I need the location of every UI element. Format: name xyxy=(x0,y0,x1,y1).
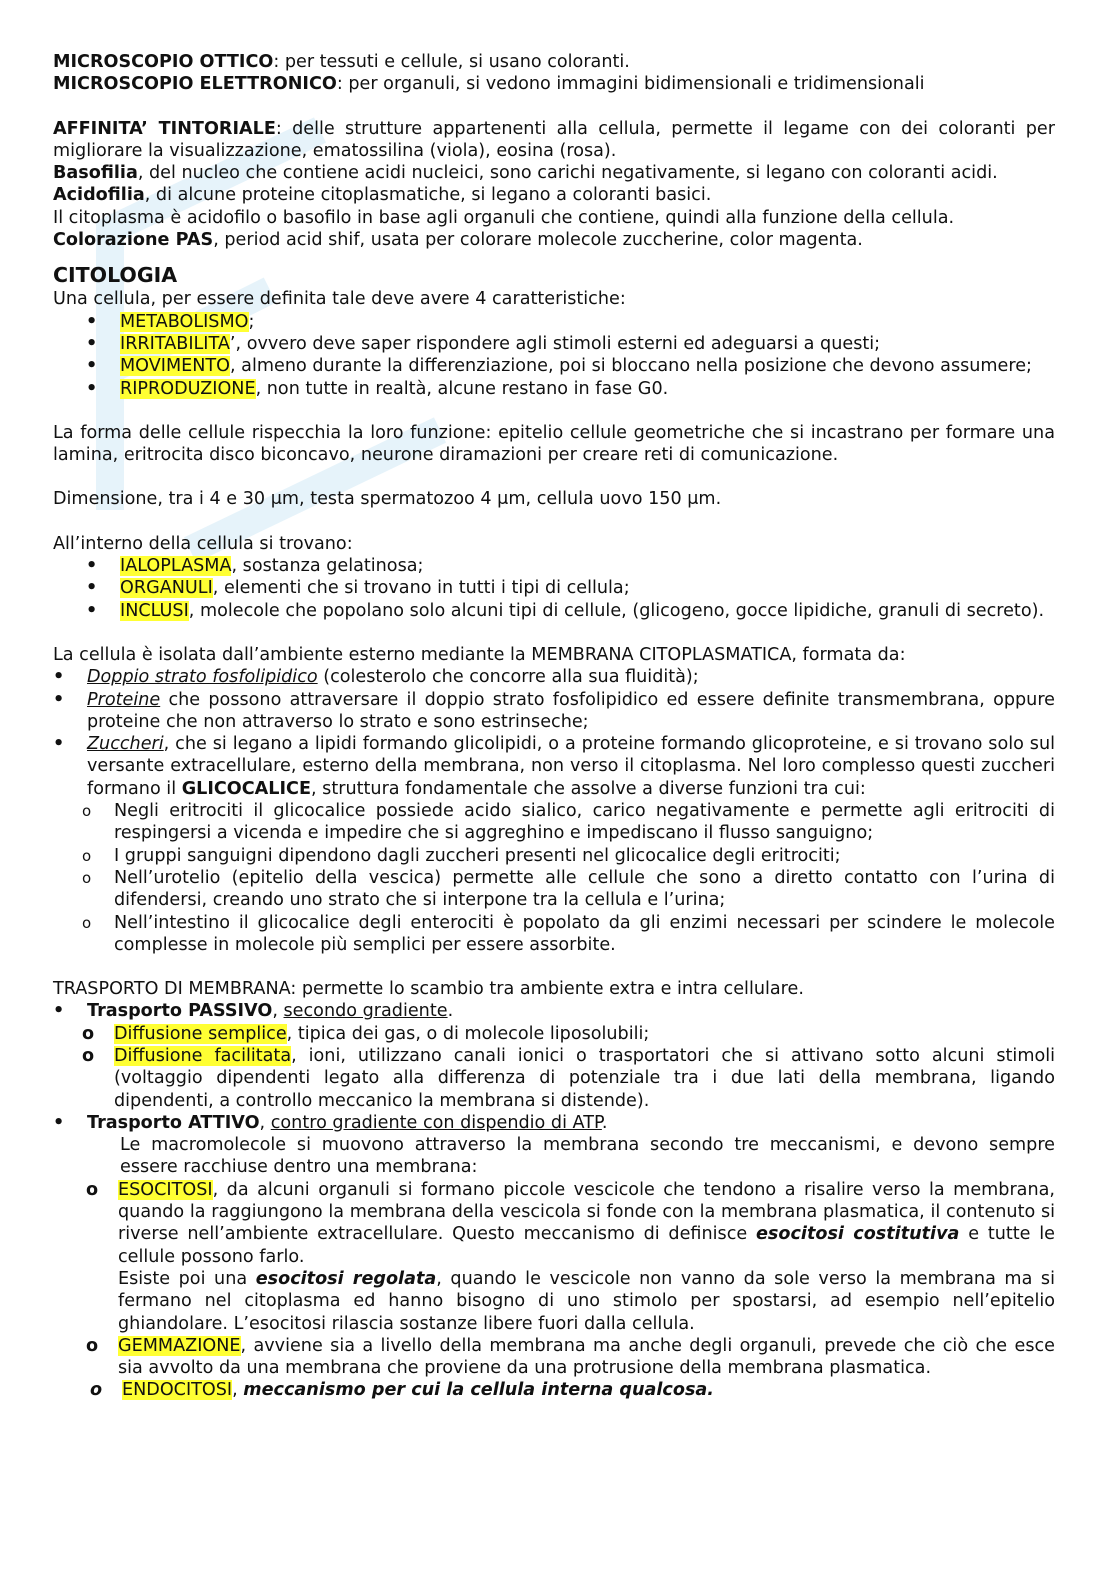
list-item: • INCLUSI, molecole che popolano solo alcuni tipi di cellule, (glicogeno, gocce lipidiche, granuli di secreto). xyxy=(53,600,1055,622)
list-item: • MOVIMENTO, almeno durante la differenziazione, poi si bloccano nella posizione che devono assumere; xyxy=(53,355,1055,377)
list-item: o GEMMAZIONE, avviene sia a livello della membrana ma anche degli organuli, prevede che ciò che esce sia avvolto da una membrana che proviene da una protrusione della membrana plasmatica. xyxy=(57,1335,1055,1380)
endocitosi-list xyxy=(53,1379,1055,1401)
list-item: • RIPRODUZIONE, non tutte in realtà, alcune restano in fase G0. xyxy=(53,378,1055,400)
list-item: o Negli eritrociti il glicocalice possiede acido sialico, carico negativamente e permette agli eritrociti di respingersi a vicenda e impedire che si aggreghino e impediscano il flusso sanguigno; xyxy=(53,800,1055,845)
list-item: o Nell’urotelio (epitelio della vescica) permette alle cellule che sono a diretto contatto con l’urina di difendersi, creando uno strato che si interpone tra la cellula e l’urina; xyxy=(53,867,1055,912)
list-item: • ORGANULI, elementi che si trovano in tutti i tipi di cellula; xyxy=(53,577,1055,599)
microscopes-paragraph: MICROSCOPIO OTTICO: per tessuti e cellule, si usano coloranti. MICROSCOPIO ELETTRONICO: per organuli, si vedono immagini bidimensionali e tridimensionali xyxy=(53,52,925,95)
list-item: o Diffusione facilitata, ioni, utilizzano canali ionici o trasportatori che si attivano sotto alcuni stimoli (voltaggio dipendenti legato alla differenza di potenziale tra i due lati della membrana, ligando dipendenti, a controllo meccanico la membrana si distende). xyxy=(53,1045,1055,1112)
list-item: • IRRITABILITA’, ovvero deve saper rispondere agli stimoli esterni ed adeguarsi a questi; xyxy=(53,333,1055,355)
trasporto-list xyxy=(53,1000,1055,1401)
list-item: o I gruppi sanguigni dipendono dagli zuccheri presenti nel glicocalice degli eritrociti; xyxy=(53,845,1055,867)
passivo-list xyxy=(53,1023,1055,1112)
list-item: o ENDOCITOSI, meccanismo per cui la cellula interna qualcosa. xyxy=(57,1379,1055,1401)
list-item: • IALOPLASMA, sostanza gelatinosa; xyxy=(53,555,1055,577)
list-item: • METABOLISMO; xyxy=(53,311,1055,333)
citologia-intro: Una cellula, per essere definita tale deve avere 4 caratteristiche: xyxy=(53,289,626,310)
list-item: o Diffusione semplice, tipica dei gas, o di molecole liposolubili; xyxy=(53,1023,1055,1045)
macro-paragraph: Le macromolecole si muovono attraverso la membrana secondo tre meccanismi, e devono sempre essere racchiuse dentro una membrana: xyxy=(120,1135,1055,1178)
list-item: o Nell’intestino il glicocalice degli enterociti è popolato da gli enzimi necessari per scindere le molecole complesse in molecole più semplici per essere assorbite. xyxy=(53,912,1055,957)
affinity-paragraph: AFFINITA’ TINTORIALE: delle strutture appartenenti alla cellula, permette il legame con dei coloranti per migliorare la visualizzazione, ematossilina (viola), eosina (rosa). Basofilia, del nucleo che contiene acidi nucleici, sono carichi negativamente, si legano con coloranti acidi. Acidofilia, di alcune proteine citoplasmatiche, si legano a coloranti basici. Il citoplasma è acidofilo o basofilo in base agli organuli che contiene, quindi alla funzione della cellula. Colorazione PAS, period acid shif, usata per colorare molecole zuccherine, color magenta. xyxy=(53,118,1055,251)
list-item: • Zuccheri, che si legano a lipidi formando glicolipidi, o a proteine formando glicoproteine, e si trovano solo sul versante extracellulare, esterno della membrana, non verso il citoplasma. Nel loro complesso questi zuccheri formano il GLICOCALICE, struttura fondamentale che assolve a diverse funzioni tra cui: o Negli eritrociti il glicocalice possiede acido sialico, carico negativamente e permette agli eritrociti di respingersi a vicenda e impedire che si aggreghino e impediscano il flusso sanguigno; o I gruppi sanguigni dipendono dagli zuccheri presenti nel glicocalice degli eritrociti; o Nell’urotelio (epitelio della vescica) permette alle cellule che sono a diretto contatto con l’urina di difendersi, creando uno strato che si interpone tra la cellula e l’urina; o Nell’intestino il glicocalice degli enterociti è popolato da gli enzimi necessari per scindere le molecole complesse in molecole più semplici per essere assorbite. xyxy=(53,733,1055,956)
list-item: • Trasporto ATTIVO, contro gradiente con dispendio di ATP. Le macromolecole si muovono attraverso la membrana secondo tre meccanismi, e devono sempre essere racchiuse dentro una membrana: o ESOCITOSI, da alcuni organuli si formano piccole vescicole che tendono a risalire verso la membrana, quando la raggiungono la membrana della vescicola si fonde con la membrana plasmatica, il contenuto si riverse nell’ambiente extracellulare. Questo meccanismo di definisce esocitosi costitutiva e tutte le cellule possono farlo. Esiste poi una esocitosi regolata, quando le vescicole non vanno da sole verso la membrana ma si fermano nel citoplasma ed hanno bisogno di uno stimolo per spostarsi, ad esempio nell’epitelio ghiandolare. L’esocitosi rilascia sostanze libere fuori dalla cellula. o GEMMAZIONE, avviene sia a livello della membrana ma anche degli organuli, prevede che ciò che esce sia avvolto da una membrana che proviene da una protrusione della membrana plasmatica. o ENDOCITOSI, meccanismo per cui la cellula interna qualcosa. xyxy=(53,1112,1055,1402)
characteristics-list xyxy=(53,311,1055,400)
interno-intro: All’interno della cellula si trovano: xyxy=(53,533,353,554)
interno-list xyxy=(53,555,1055,622)
trasporto-intro: TRASPORTO DI MEMBRANA: permette lo scambio tra ambiente extra e intra cellulare. xyxy=(53,979,804,1000)
membrana-intro: La cellula è isolata dall’ambiente esterno mediante la MEMBRANA CITOPLASMATICA, formata da: xyxy=(53,644,906,665)
list-item: • Doppio strato fosfolipidico (colesterolo che concorre alla sua fluidità); xyxy=(53,666,1055,688)
glicocalice-list xyxy=(53,800,1055,956)
forma-paragraph: La forma delle cellule rispecchia la loro funzione: epitelio cellule geometriche che si incastrano per formare una lamina, eritrocita disco biconcavo, neurone diramazioni per creare reti di comunicazione. xyxy=(53,422,1055,466)
document-page xyxy=(53,51,1055,1402)
list-item: o ESOCITOSI, da alcuni organuli si formano piccole vescicole che tendono a risalire verso la membrana, quando la raggiungono la membrana della vescicola si fonde con la membrana plasmatica, il contenuto si riverse nell’ambiente extracellulare. Questo meccanismo di definisce esocitosi costitutiva e tutte le cellule possono farlo. Esiste poi una esocitosi regolata, quando le vescicole non vanno da sole verso la membrana ma si fermano nel citoplasma ed hanno bisogno di uno stimolo per spostarsi, ad esempio nell’epitelio ghiandolare. L’esocitosi rilascia sostanze libere fuori dalla cellula. xyxy=(57,1179,1055,1335)
list-item: • Trasporto PASSIVO, secondo gradiente. o Diffusione semplice, tipica dei gas, o di molecole liposolubili; o Diffusione facilitata, ioni, utilizzano canali ionici o trasportatori che si attivano sotto alcuni stimoli (voltaggio dipendenti legato alla differenza di potenziale tra i due lati della membrana, ligando dipendenti, a controllo meccanico la membrana si distende). xyxy=(53,1000,1055,1111)
list-item: • Proteine che possono attraversare il doppio strato fosfolipidico ed essere definite transmembrana, oppure proteine che non attraverso lo strato e sono estrinseche; xyxy=(53,689,1055,734)
attivo-list xyxy=(53,1179,1055,1380)
membrana-list xyxy=(53,666,1055,956)
dimensione-paragraph: Dimensione, tra i 4 e 30 μm, testa spermatozoo 4 μm, cellula uovo 150 μm. xyxy=(53,489,722,510)
section-title-citologia: CITOLOGIA xyxy=(53,263,178,288)
